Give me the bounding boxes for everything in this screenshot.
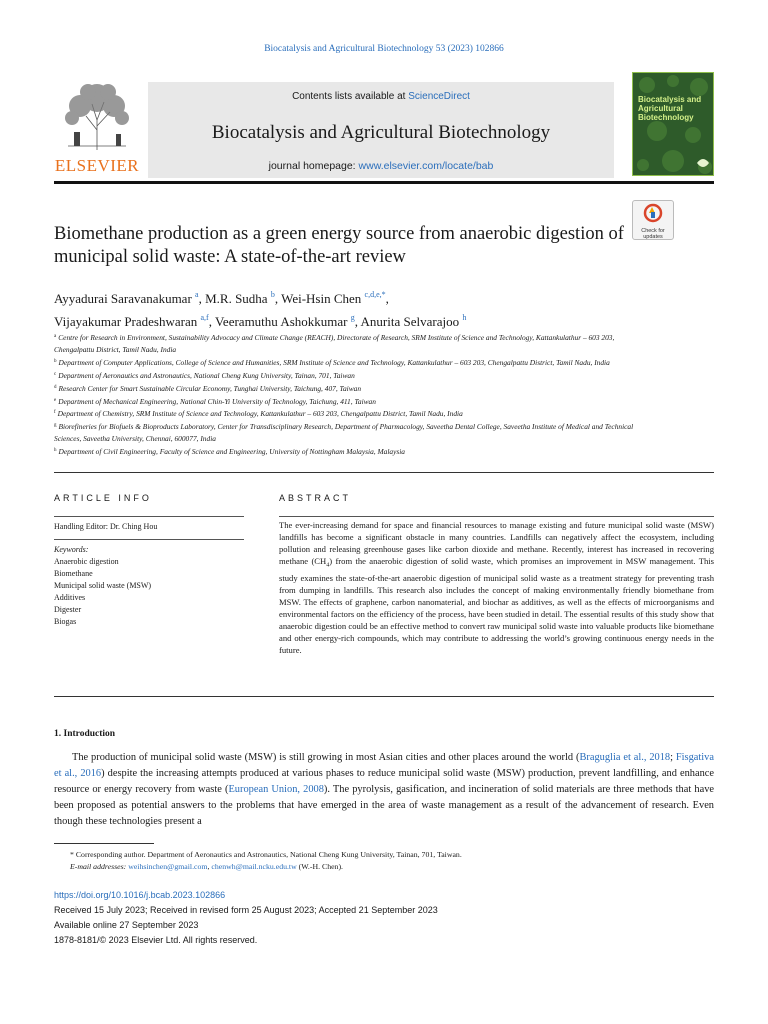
introduction-heading: 1. Introduction	[54, 729, 116, 739]
author-affiliation-mark[interactable]: g	[350, 313, 355, 322]
affiliation-text: Centre for Research in Environment, Sustainability Advocacy and Climate Change (REACH), Directorate of Research, SRM Institute of Science and Technology, Kattankulathur – 603 203, Chengalpattu District, Tamil Nadu, India	[54, 333, 615, 354]
masthead-box	[148, 82, 614, 178]
intro-text: ) despite the increasing attempts produced at various phases to reduce municipal solid waste (MSW) production, prevent landfilling, and enhance resource or energy recovery from waste (	[54, 768, 715, 795]
sciencedirect-link[interactable]: ScienceDirect	[408, 91, 470, 102]
affiliation-item	[54, 369, 654, 382]
article-info-heading: ARTICLE INFO	[54, 493, 152, 503]
affiliation-item	[54, 407, 654, 420]
author-name[interactable]: Veeramuthu Ashokkumar	[214, 314, 348, 329]
affiliation-item	[54, 331, 654, 356]
affiliation-item	[54, 420, 654, 445]
citation-link[interactable]: Fisgativa et al., 2016	[54, 752, 714, 779]
email-line	[70, 861, 690, 873]
abstract-part: The ever-increasing demand for space and financial resources to manage existing and future municipal solid waste (MSW) landfills has become a significant obstacle in many countries. Landfills can negatively affect the ecosystem, including pollution and releasing greenhouse gases like carbon dioxide and methane. Recently, interest has increased in recovering methane (CH	[279, 520, 714, 566]
elsevier-tree-icon	[58, 80, 136, 152]
affiliation-mark: d	[54, 384, 57, 390]
elsevier-logo[interactable]	[54, 80, 140, 176]
abstract-subscript: 4	[326, 562, 330, 569]
affiliation-text: Department of Civil Engineering, Faculty of Science and Engineering, University of Nottingham Malaysia, Malaysia	[58, 447, 405, 457]
keywords-heading: Keywords:	[54, 545, 89, 554]
keyword[interactable]: Anaerobic digestion	[54, 557, 119, 566]
affiliation-text: Department of Computer Applications, College of Science and Humanities, SRM Institute of Science and Technology, Kattankulathur – 603 203, Chengalpattu District, Tamil Nadu, India	[58, 357, 610, 367]
abstract-rule	[279, 516, 714, 517]
contents-line	[148, 91, 614, 102]
section-divider	[54, 696, 714, 697]
affiliation-item	[54, 382, 654, 395]
received-dates: Received 15 July 2023; Received in revised form 25 August 2023; Accepted 21 September 2023	[54, 905, 438, 915]
article-info	[54, 516, 244, 628]
journal-cover[interactable]	[632, 72, 714, 176]
affiliation-text: Research Center for Smart Sustainable Circular Economy, Tunghai University, Taichung, 407, Taiwan	[58, 383, 362, 393]
info-rule	[54, 539, 244, 540]
affiliation-list	[54, 331, 654, 458]
article-title: Biomethane production as a green energy source from anaerobic digestion of municipal solid waste: A state-of-the-art review	[54, 224, 624, 267]
affiliation-mark: e	[54, 397, 57, 403]
journal-masthead	[54, 72, 714, 180]
author-affiliation-mark[interactable]: a	[195, 290, 199, 299]
doi-link[interactable]: https://doi.org/10.1016/j.bcab.2023.102866	[54, 890, 226, 900]
affiliation-item	[54, 395, 654, 408]
affiliation-text: Department of Chemistry, SRM Institute of Science and Technology, Kattankulathur – 603 203, Chengalpattu District, Tamil Nadu, India	[57, 409, 463, 419]
affiliation-text: Department of Aeronautics and Astronautics, National Cheng Kung University, Tainan, 701, Taiwan	[58, 370, 355, 380]
author-name[interactable]: Wei-Hsin Chen	[281, 291, 362, 306]
affiliation-mark: b	[54, 358, 57, 364]
keyword[interactable]: Additives	[54, 593, 86, 602]
email-label: E-mail addresses:	[70, 862, 127, 871]
author-name[interactable]: Anurita Selvarajoo	[360, 314, 460, 329]
handling-editor: Handling Editor: Dr. Ching Hou	[54, 522, 158, 531]
author-affiliation-mark[interactable]: a,f	[200, 313, 209, 322]
email-link[interactable]: chenwh@mail.ncku.edu.tw	[211, 862, 297, 871]
keyword[interactable]: Biomethane	[54, 569, 93, 578]
author-affiliation-mark[interactable]: h	[462, 313, 467, 322]
abstract-heading: ABSTRACT	[279, 493, 352, 503]
copyright: 1878-8181/© 2023 Elsevier Ltd. All rights reserved.	[54, 935, 258, 945]
cover-pattern-icon	[633, 73, 714, 176]
affiliation-mark: c	[54, 371, 57, 377]
affiliation-mark: g	[54, 423, 57, 429]
contents-prefix: Contents lists available at	[292, 91, 409, 102]
affiliation-item	[54, 445, 654, 458]
introduction-paragraph	[54, 750, 714, 830]
author-name[interactable]: Vijayakumar Pradeshwaran	[54, 314, 198, 329]
intro-text: ). The pyrolysis, gasification, and incineration of solid materials are three methods that have been proposed as potential answers to the problems that have emerged in the area of waste management as a result of the advancement of research. Even though these technologies present a	[54, 784, 715, 827]
citation-link[interactable]: Braguglia et al., 2018	[579, 752, 671, 763]
abstract-text	[279, 519, 714, 656]
masthead-rule	[54, 181, 714, 184]
journal-homepage-link[interactable]: www.elsevier.com/locate/bab	[358, 160, 494, 172]
author-name[interactable]: Ayyadurai Saravanakumar	[54, 291, 192, 306]
author-affiliation-mark[interactable]: c,d,e,*	[364, 290, 386, 299]
running-head[interactable]: Biocatalysis and Agricultural Biotechnology 53 (2023) 102866	[264, 44, 504, 54]
footnote-rule	[54, 843, 154, 844]
keyword[interactable]: Digester	[54, 605, 82, 614]
section-divider	[54, 472, 714, 473]
publication-info	[54, 888, 554, 948]
journal-title: Biocatalysis and Agricultural Biotechnology	[211, 122, 551, 143]
keyword[interactable]: Municipal solid waste (MSW)	[54, 581, 152, 590]
affiliation-mark: f	[54, 410, 56, 416]
homepage-prefix: journal homepage:	[268, 160, 359, 172]
keyword[interactable]: Biogas	[54, 617, 77, 626]
affiliation-mark: a	[54, 334, 57, 339]
author-affiliation-mark[interactable]: b	[270, 290, 275, 299]
email-separator: ,	[207, 862, 212, 871]
check-updates-line2: updates	[643, 234, 663, 240]
footnotes	[70, 849, 690, 873]
affiliation-item	[54, 356, 654, 369]
citation-link[interactable]: European Union, 2008	[228, 784, 324, 795]
check-updates-icon	[643, 203, 663, 223]
abstract-part: ) from the anaerobic digestion of solid waste, which promises an improvement in MSW management. This study examines the state-of-the-art anaerobic digestion of municipal solid waste as a treatment strategy for preventing trash from dumping in landfills. This research also includes the concept of making environmentally friendly biomethane from MSW. The effects of graphene, carbon nanomaterial, and biochar as additives, as well as the effects of microorganisms and environmental factors on the efficiency of the process, have been studied in detail. The essential results of this study show that anaerobic digestion could be an effective method to convert raw municipal solid waste into valuable products like biomethane and other energy-rich compounds, which may contribute to addressing the world’s growing continuous energy needs in the future.	[279, 556, 714, 655]
available-online: Available online 27 September 2023	[54, 920, 199, 930]
corresponding-author-note: * Corresponding author. Department of Aeronautics and Astronautics, National Cheng Kung University, Tainan, 701, Taiwan.	[70, 850, 462, 859]
homepage-line	[148, 160, 614, 172]
cover-title: Biocatalysis and Agricultural Biotechnology	[638, 95, 702, 122]
affiliation-text: Biorefineries for Biofuels & Bioproducts Laboratory, Center for Transdisciplinary Research, Department of Pharmacology, Saveetha Dental College, Saveetha Institute of Medical and Technical Sciences, Saveetha University, Chennai, 600077, India	[54, 422, 634, 444]
intro-text: ;	[670, 752, 676, 763]
affiliation-mark: h	[54, 448, 57, 454]
check-for-updates-button[interactable]	[632, 200, 674, 240]
email-link[interactable]: weihsinchen@gmail.com	[128, 862, 208, 871]
email-suffix: (W.-H. Chen).	[296, 862, 344, 871]
intro-text: The production of municipal solid waste (MSW) is still growing in most Asian cities and other places around the world (	[72, 752, 580, 763]
author-list: Ayyadurai Saravanakumar $^a$, M.R. Sudha $^b$, Wei-Hsin Chen $^{c,d,e,*}$, Vijayakumar Pradeshwaran $^{a,f}$, Veeramuthu Ashokkumar $^g$, Anurita Selvarajoo $^h$	[54, 290, 467, 329]
affiliation-text: Department of Mechanical Engineering, National Chin-Yi University of Technology, Taichung, 411, Taiwan	[58, 396, 376, 406]
author-name[interactable]: M.R. Sudha	[205, 291, 268, 306]
publisher-name: ELSEVIER	[54, 156, 140, 175]
check-updates-line1: Check for	[641, 228, 665, 234]
